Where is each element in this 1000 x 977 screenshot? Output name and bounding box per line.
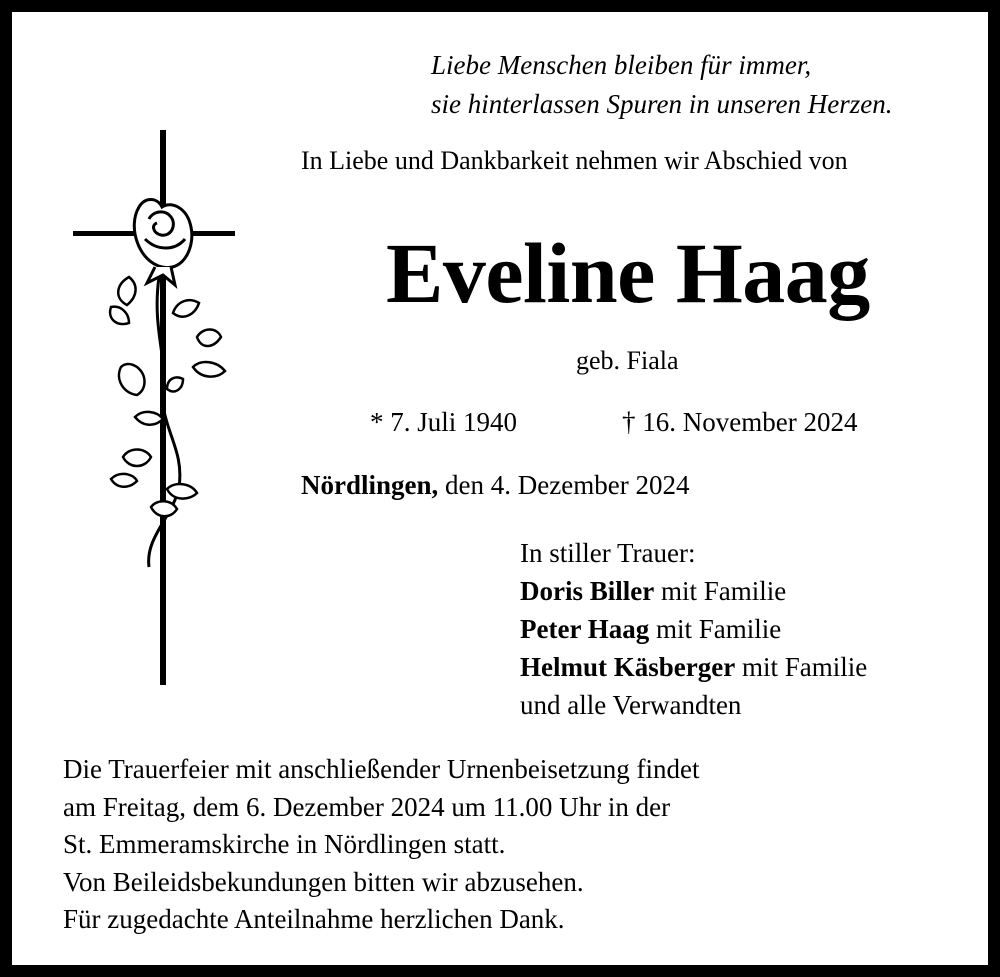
mourner-suffix: mit Familie <box>655 614 782 644</box>
cross-with-rose-icon <box>67 127 242 692</box>
birth-name: geb. Fiala <box>576 346 679 375</box>
notice-date: den 4. Dezember 2024 <box>445 470 690 500</box>
mourner-suffix: mit Familie <box>660 576 787 606</box>
service-line: Von Beileidsbekundungen bitten wir abzusehen. <box>63 866 584 897</box>
place-and-date <box>301 470 689 501</box>
mourner-name: Doris Biller <box>520 576 655 606</box>
mourners-closing: und alle Verwandten <box>520 690 742 720</box>
farewell-intro: In Liebe und Dankbarkeit nehmen wir Abschied von <box>301 146 848 175</box>
deceased-name: Eveline Haag <box>386 225 870 321</box>
death-date: † 16. November 2024 <box>622 407 858 437</box>
birth-date: * 7. Juli 1940 <box>370 407 518 437</box>
mourner-name: Helmut Käsberger <box>520 652 736 682</box>
mourner-suffix: mit Familie <box>741 652 868 682</box>
service-line: Die Trauerfeier mit anschließender Urnenbeisetzung findet <box>63 754 700 784</box>
motto-line-2: sie hinterlassen Spuren in unseren Herzen. <box>431 89 893 119</box>
place-name: Nördlingen, <box>301 470 439 500</box>
mourner-name: Peter Haag <box>520 614 650 644</box>
mourner-entry <box>520 648 867 686</box>
mourners-block <box>520 534 867 724</box>
mourner-entry <box>520 610 867 648</box>
mourners-heading: In stiller Trauer: <box>520 538 696 568</box>
service-info <box>63 751 700 939</box>
motto-line-1: Liebe Menschen bleiben für immer, <box>431 50 812 80</box>
service-line: Für zugedachte Anteilnahme herzlichen Dank. <box>63 904 565 934</box>
service-line: St. Emmeramskirche in Nördlingen statt. <box>63 829 506 859</box>
service-line: am Freitag, dem 6. Dezember 2024 um 11.00 Uhr in der <box>63 791 671 822</box>
mourner-entry <box>520 572 867 610</box>
motto-quote <box>431 46 892 124</box>
